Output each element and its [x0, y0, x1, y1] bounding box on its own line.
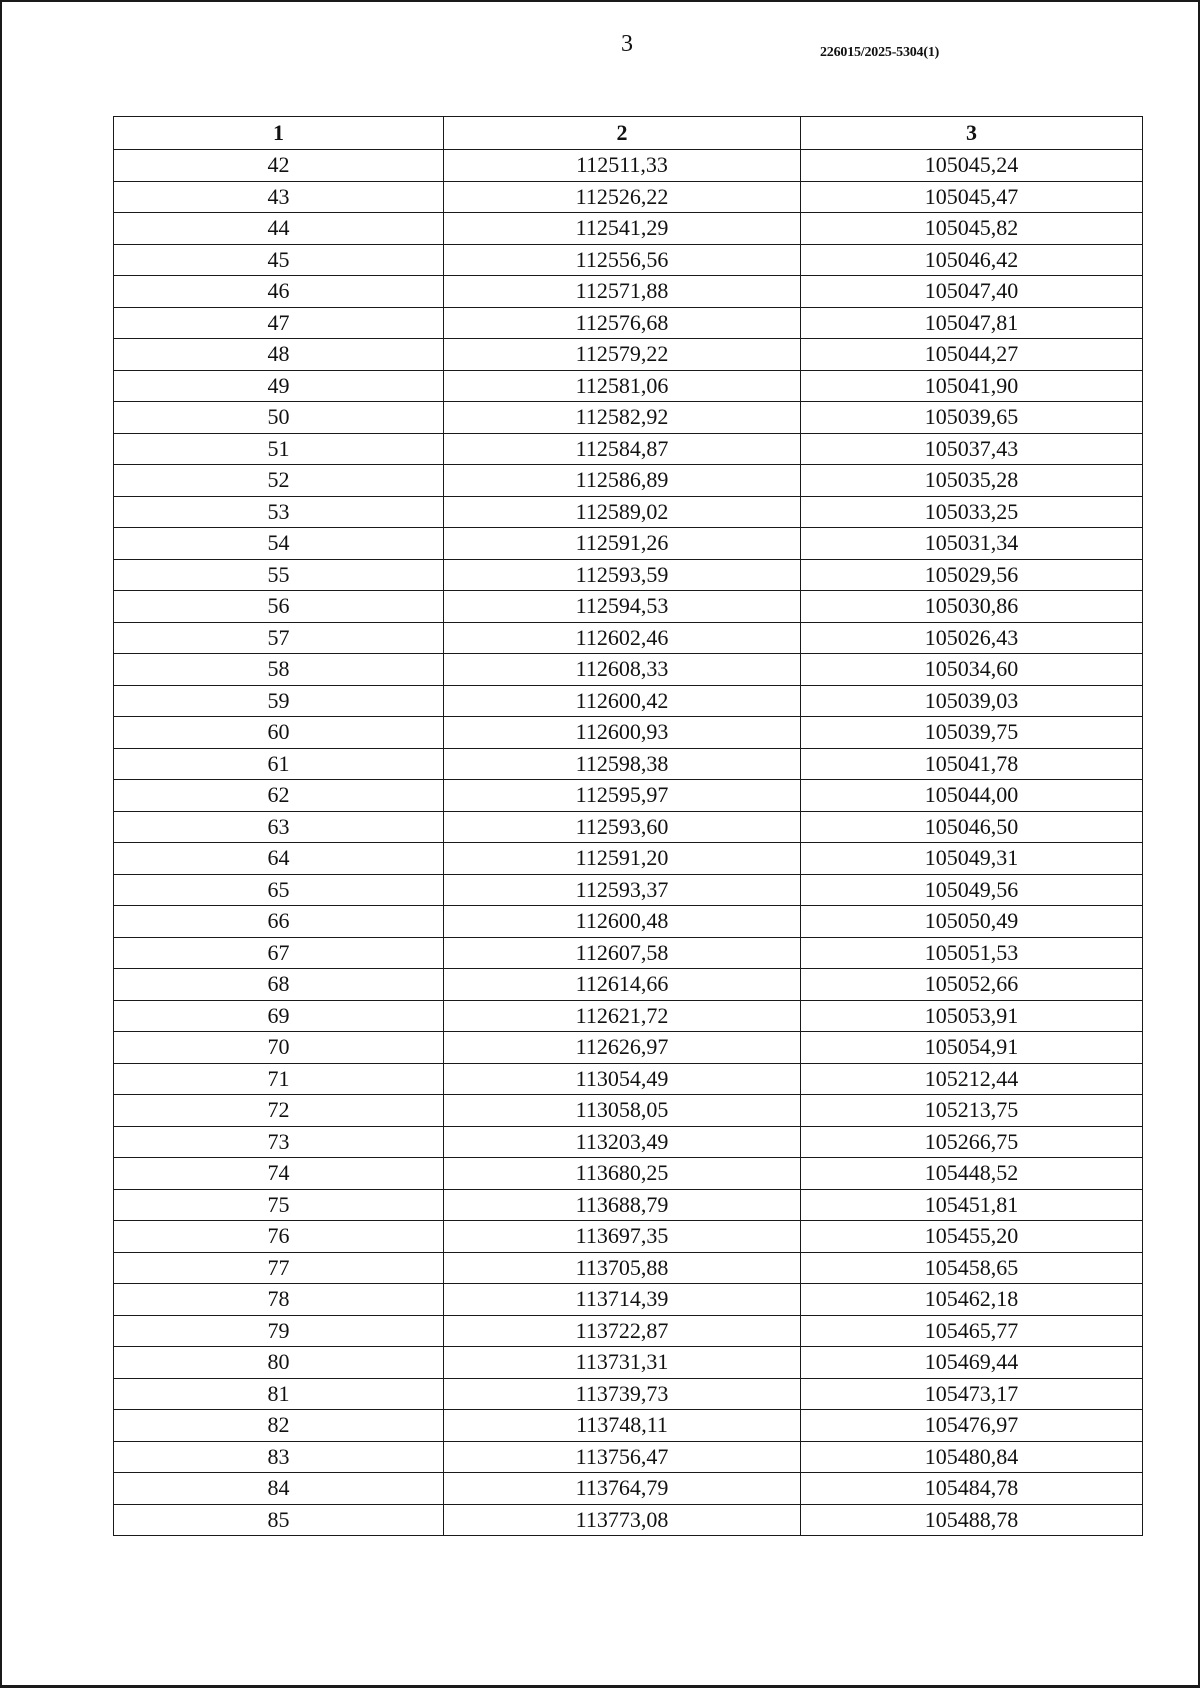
y-coordinate-cell: 105029,56 — [801, 559, 1143, 591]
y-coordinate-cell: 105039,03 — [801, 685, 1143, 717]
y-coordinate-cell: 105046,50 — [801, 811, 1143, 843]
table-row — [114, 244, 1143, 276]
point-number-cell: 52 — [114, 465, 444, 497]
point-number-cell: 85 — [114, 1504, 444, 1536]
y-coordinate-cell: 105455,20 — [801, 1221, 1143, 1253]
point-number-cell: 74 — [114, 1158, 444, 1190]
x-coordinate-cell: 112582,92 — [444, 402, 801, 434]
table-row — [114, 181, 1143, 213]
y-coordinate-cell: 105045,47 — [801, 181, 1143, 213]
y-coordinate-cell: 105030,86 — [801, 591, 1143, 623]
point-number-cell: 43 — [114, 181, 444, 213]
table-row — [114, 1158, 1143, 1190]
x-coordinate-cell: 113764,79 — [444, 1473, 801, 1505]
point-number-cell: 49 — [114, 370, 444, 402]
y-coordinate-cell: 105034,60 — [801, 654, 1143, 686]
point-number-cell: 80 — [114, 1347, 444, 1379]
y-coordinate-cell: 105047,40 — [801, 276, 1143, 308]
x-coordinate-cell: 113748,11 — [444, 1410, 801, 1442]
table-row — [114, 339, 1143, 371]
table-body — [114, 150, 1143, 1536]
table-row — [114, 717, 1143, 749]
point-number-cell: 57 — [114, 622, 444, 654]
table-row — [114, 843, 1143, 875]
table-row — [114, 1000, 1143, 1032]
point-number-cell: 78 — [114, 1284, 444, 1316]
column-header-1: 1 — [114, 117, 444, 150]
table-row — [114, 654, 1143, 686]
point-number-cell: 65 — [114, 874, 444, 906]
x-coordinate-cell: 113714,39 — [444, 1284, 801, 1316]
y-coordinate-cell: 105035,28 — [801, 465, 1143, 497]
y-coordinate-cell: 105044,00 — [801, 780, 1143, 812]
table-row — [114, 1410, 1143, 1442]
y-coordinate-cell: 105039,75 — [801, 717, 1143, 749]
table-row — [114, 465, 1143, 497]
y-coordinate-cell: 105458,65 — [801, 1252, 1143, 1284]
table-row — [114, 213, 1143, 245]
y-coordinate-cell: 105049,31 — [801, 843, 1143, 875]
point-number-cell: 62 — [114, 780, 444, 812]
y-coordinate-cell: 105047,81 — [801, 307, 1143, 339]
x-coordinate-cell: 112595,97 — [444, 780, 801, 812]
y-coordinate-cell: 105462,18 — [801, 1284, 1143, 1316]
point-number-cell: 83 — [114, 1441, 444, 1473]
column-header-2: 2 — [444, 117, 801, 150]
x-coordinate-cell: 113756,47 — [444, 1441, 801, 1473]
y-coordinate-cell: 105046,42 — [801, 244, 1143, 276]
point-number-cell: 77 — [114, 1252, 444, 1284]
x-coordinate-cell: 112581,06 — [444, 370, 801, 402]
x-coordinate-cell: 112589,02 — [444, 496, 801, 528]
x-coordinate-cell: 112556,56 — [444, 244, 801, 276]
x-coordinate-cell: 112593,37 — [444, 874, 801, 906]
point-number-cell: 44 — [114, 213, 444, 245]
point-number-cell: 45 — [114, 244, 444, 276]
y-coordinate-cell: 105044,27 — [801, 339, 1143, 371]
table-row — [114, 906, 1143, 938]
x-coordinate-cell: 113722,87 — [444, 1315, 801, 1347]
y-coordinate-cell: 105469,44 — [801, 1347, 1143, 1379]
table-row — [114, 559, 1143, 591]
table-row — [114, 685, 1143, 717]
x-coordinate-cell: 112600,48 — [444, 906, 801, 938]
x-coordinate-cell: 112614,66 — [444, 969, 801, 1001]
table-row — [114, 1315, 1143, 1347]
table-row — [114, 528, 1143, 560]
x-coordinate-cell: 112600,93 — [444, 717, 801, 749]
point-number-cell: 46 — [114, 276, 444, 308]
x-coordinate-cell: 112526,22 — [444, 181, 801, 213]
y-coordinate-cell: 105033,25 — [801, 496, 1143, 528]
table-row — [114, 622, 1143, 654]
y-coordinate-cell: 105031,34 — [801, 528, 1143, 560]
x-coordinate-cell: 112602,46 — [444, 622, 801, 654]
point-number-cell: 42 — [114, 150, 444, 182]
point-number-cell: 70 — [114, 1032, 444, 1064]
table-row — [114, 874, 1143, 906]
point-number-cell: 79 — [114, 1315, 444, 1347]
table-row — [114, 1126, 1143, 1158]
y-coordinate-cell: 105039,65 — [801, 402, 1143, 434]
table-row — [114, 402, 1143, 434]
table-row — [114, 307, 1143, 339]
table-header-row — [114, 117, 1143, 150]
table-row — [114, 780, 1143, 812]
x-coordinate-cell: 113731,31 — [444, 1347, 801, 1379]
x-coordinate-cell: 113054,49 — [444, 1063, 801, 1095]
y-coordinate-cell: 105041,78 — [801, 748, 1143, 780]
x-coordinate-cell: 112584,87 — [444, 433, 801, 465]
point-number-cell: 54 — [114, 528, 444, 560]
x-coordinate-cell: 112594,53 — [444, 591, 801, 623]
point-number-cell: 47 — [114, 307, 444, 339]
table-row — [114, 1063, 1143, 1095]
point-number-cell: 84 — [114, 1473, 444, 1505]
table-row — [114, 1252, 1143, 1284]
table-row — [114, 591, 1143, 623]
y-coordinate-cell: 105053,91 — [801, 1000, 1143, 1032]
y-coordinate-cell: 105480,84 — [801, 1441, 1143, 1473]
y-coordinate-cell: 105476,97 — [801, 1410, 1143, 1442]
table-row — [114, 1378, 1143, 1410]
x-coordinate-cell: 112608,33 — [444, 654, 801, 686]
table-row — [114, 433, 1143, 465]
point-number-cell: 63 — [114, 811, 444, 843]
y-coordinate-cell: 105026,43 — [801, 622, 1143, 654]
point-number-cell: 82 — [114, 1410, 444, 1442]
y-coordinate-cell: 105473,17 — [801, 1378, 1143, 1410]
x-coordinate-cell: 112511,33 — [444, 150, 801, 182]
x-coordinate-cell: 112598,38 — [444, 748, 801, 780]
x-coordinate-cell: 112621,72 — [444, 1000, 801, 1032]
y-coordinate-cell: 105041,90 — [801, 370, 1143, 402]
x-coordinate-cell: 112600,42 — [444, 685, 801, 717]
table-row — [114, 1441, 1143, 1473]
table-row — [114, 370, 1143, 402]
y-coordinate-cell: 105488,78 — [801, 1504, 1143, 1536]
table-row — [114, 811, 1143, 843]
table-row — [114, 1221, 1143, 1253]
y-coordinate-cell: 105465,77 — [801, 1315, 1143, 1347]
x-coordinate-cell: 113739,73 — [444, 1378, 801, 1410]
y-coordinate-cell: 105054,91 — [801, 1032, 1143, 1064]
table-row — [114, 1032, 1143, 1064]
point-number-cell: 76 — [114, 1221, 444, 1253]
y-coordinate-cell: 105212,44 — [801, 1063, 1143, 1095]
table-row — [114, 1504, 1143, 1536]
table-row — [114, 969, 1143, 1001]
point-number-cell: 69 — [114, 1000, 444, 1032]
y-coordinate-cell: 105050,49 — [801, 906, 1143, 938]
table-row — [114, 1095, 1143, 1127]
table-row — [114, 1284, 1143, 1316]
y-coordinate-cell: 105045,24 — [801, 150, 1143, 182]
point-number-cell: 51 — [114, 433, 444, 465]
x-coordinate-cell: 113058,05 — [444, 1095, 801, 1127]
point-number-cell: 72 — [114, 1095, 444, 1127]
table-row — [114, 937, 1143, 969]
x-coordinate-cell: 113773,08 — [444, 1504, 801, 1536]
y-coordinate-cell: 105484,78 — [801, 1473, 1143, 1505]
point-number-cell: 64 — [114, 843, 444, 875]
table-row — [114, 1189, 1143, 1221]
x-coordinate-cell: 112626,97 — [444, 1032, 801, 1064]
point-number-cell: 67 — [114, 937, 444, 969]
x-coordinate-cell: 113705,88 — [444, 1252, 801, 1284]
point-number-cell: 73 — [114, 1126, 444, 1158]
point-number-cell: 61 — [114, 748, 444, 780]
table-row — [114, 748, 1143, 780]
point-number-cell: 56 — [114, 591, 444, 623]
x-coordinate-cell: 113697,35 — [444, 1221, 801, 1253]
point-number-cell: 53 — [114, 496, 444, 528]
point-number-cell: 75 — [114, 1189, 444, 1221]
point-number-cell: 68 — [114, 969, 444, 1001]
y-coordinate-cell: 105448,52 — [801, 1158, 1143, 1190]
y-coordinate-cell: 105451,81 — [801, 1189, 1143, 1221]
point-number-cell: 71 — [114, 1063, 444, 1095]
x-coordinate-cell: 112541,29 — [444, 213, 801, 245]
y-coordinate-cell: 105213,75 — [801, 1095, 1143, 1127]
table-row — [114, 150, 1143, 182]
y-coordinate-cell: 105049,56 — [801, 874, 1143, 906]
x-coordinate-cell: 112591,26 — [444, 528, 801, 560]
point-number-cell: 81 — [114, 1378, 444, 1410]
x-coordinate-cell: 112586,89 — [444, 465, 801, 497]
x-coordinate-cell: 113688,79 — [444, 1189, 801, 1221]
point-number-cell: 58 — [114, 654, 444, 686]
x-coordinate-cell: 112576,68 — [444, 307, 801, 339]
x-coordinate-cell: 113680,25 — [444, 1158, 801, 1190]
point-number-cell: 50 — [114, 402, 444, 434]
table-row — [114, 1347, 1143, 1379]
x-coordinate-cell: 113203,49 — [444, 1126, 801, 1158]
x-coordinate-cell: 112579,22 — [444, 339, 801, 371]
x-coordinate-cell: 112607,58 — [444, 937, 801, 969]
coordinates-table — [113, 116, 1143, 1536]
column-header-3: 3 — [801, 117, 1143, 150]
point-number-cell: 55 — [114, 559, 444, 591]
table-row — [114, 496, 1143, 528]
table-row — [114, 1473, 1143, 1505]
point-number-cell: 60 — [114, 717, 444, 749]
table-row — [114, 276, 1143, 308]
x-coordinate-cell: 112593,59 — [444, 559, 801, 591]
point-number-cell: 66 — [114, 906, 444, 938]
x-coordinate-cell: 112571,88 — [444, 276, 801, 308]
y-coordinate-cell: 105051,53 — [801, 937, 1143, 969]
y-coordinate-cell: 105052,66 — [801, 969, 1143, 1001]
y-coordinate-cell: 105037,43 — [801, 433, 1143, 465]
x-coordinate-cell: 112591,20 — [444, 843, 801, 875]
document-reference: 226015/2025-5304(1) — [820, 45, 940, 60]
y-coordinate-cell: 105266,75 — [801, 1126, 1143, 1158]
page-number: 3 — [621, 31, 633, 57]
point-number-cell: 59 — [114, 685, 444, 717]
x-coordinate-cell: 112593,60 — [444, 811, 801, 843]
y-coordinate-cell: 105045,82 — [801, 213, 1143, 245]
point-number-cell: 48 — [114, 339, 444, 371]
